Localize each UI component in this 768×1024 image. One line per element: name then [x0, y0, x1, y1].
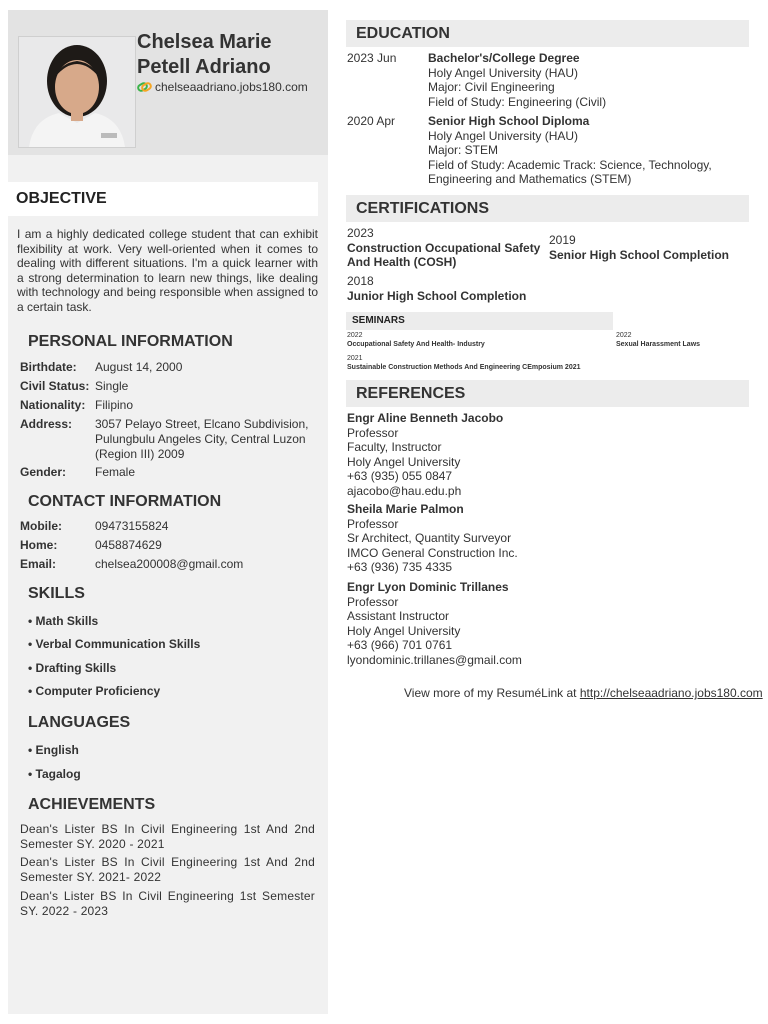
- education-date: 2020 Apr: [347, 114, 396, 128]
- home-label: Home:: [20, 538, 58, 552]
- skill-item: • Verbal Communication Skills: [28, 637, 201, 651]
- birthdate-value: August 14, 2000: [95, 360, 183, 374]
- website-link[interactable]: [137, 80, 308, 94]
- languages-title: LANGUAGES: [28, 714, 131, 731]
- skills-title: SKILLS: [28, 585, 85, 602]
- achievement-item: Dean's Lister BS In Civil Engineering 1st Semester SY. 2022 - 2023: [20, 889, 315, 918]
- reference-name: Sheila Marie Palmon: [347, 502, 464, 516]
- gender-value: Female: [95, 465, 136, 479]
- certifications-title: CERTIFICATIONS: [346, 195, 749, 222]
- address-label: Address:: [20, 417, 73, 431]
- website-text: chelseaadriano.jobs180.com: [155, 80, 308, 94]
- reference-line: Professor: [347, 516, 399, 531]
- objective-title: OBJECTIVE: [8, 182, 318, 216]
- certification-name: Senior High School Completion: [549, 247, 729, 262]
- reference-line[interactable]: ajacobo@hau.edu.ph: [347, 483, 462, 498]
- education-school: Holy Angel University (HAU): [428, 65, 579, 80]
- reference-line: Professor: [347, 425, 399, 440]
- seminars-title: SEMINARS: [346, 312, 613, 330]
- reference-line: Assistant Instructor: [347, 609, 450, 624]
- certification-entry: [347, 226, 542, 270]
- profile-header: [8, 10, 328, 155]
- seminar-name: Sexual Harassment Laws: [616, 341, 701, 348]
- seminar-year: 2021: [347, 355, 363, 362]
- certification-year: 2023: [347, 226, 374, 240]
- nationality-label: Nationality:: [20, 398, 86, 412]
- certification-entry: [347, 274, 542, 303]
- education-major: Major: Civil Engineering: [428, 80, 555, 95]
- resumelink-url[interactable]: http://chelseaadriano.jobs180.com: [579, 686, 763, 700]
- education-school: Holy Angel University (HAU): [428, 128, 579, 143]
- reference-name: Engr Aline Benneth Jacobo: [347, 411, 504, 425]
- reference-line: Holy Angel University: [347, 623, 461, 638]
- seminar-year: 2022: [347, 332, 363, 339]
- reference-line: Sr Architect, Quantity Surveyor: [347, 531, 512, 546]
- education-entry: [428, 51, 748, 109]
- skill-item: • Drafting Skills: [28, 661, 117, 675]
- address-value: 3057 Pelayo Street, Elcano Subdivision, Pulungbulu Angeles City, Central Luzon (Region III) 2009: [95, 417, 309, 461]
- gender-label: Gender:: [20, 465, 67, 479]
- civil-status-label: Civil Status:: [20, 379, 90, 393]
- footer-text: View more of my ResuméLink at: [404, 686, 577, 700]
- profile-photo: [18, 36, 136, 148]
- certification-name: Junior High School Completion: [347, 288, 527, 303]
- language-item: • English: [28, 743, 79, 757]
- achievement-item: Dean's Lister BS In Civil Engineering 1st And 2nd Semester SY. 2020 - 2021: [20, 822, 315, 851]
- reference-line: IMCO General Construction Inc.: [347, 545, 518, 560]
- language-item: • Tagalog: [28, 767, 81, 781]
- reference-line: Faculty, Instructor: [347, 440, 442, 455]
- reference-entry: [347, 502, 518, 575]
- reference-line: Professor: [347, 594, 399, 609]
- seminar-name: Sustainable Construction Methods And Engineering CEmposium 2021: [347, 364, 581, 371]
- email-value[interactable]: chelsea200008@gmail.com: [95, 557, 244, 571]
- chain-link-icon: [137, 81, 152, 93]
- profile-name: [137, 30, 272, 80]
- education-title: EDUCATION: [346, 20, 749, 47]
- certification-name: Construction Occupational Safety And Health (COSH): [347, 240, 541, 270]
- contact-info-title: CONTACT INFORMATION: [28, 493, 222, 510]
- education-major: Major: STEM: [428, 143, 499, 158]
- personal-info-title: PERSONAL INFORMATION: [28, 333, 233, 350]
- references-title: REFERENCES: [346, 380, 749, 407]
- education-degree: Bachelor's/College Degree: [428, 51, 580, 65]
- email-label: Email:: [20, 557, 57, 571]
- mobile-value: 09473155824: [95, 519, 169, 533]
- certification-entry: [549, 233, 749, 262]
- reference-entry: [347, 580, 522, 668]
- name-line-1: Chelsea Marie: [137, 31, 272, 53]
- reference-entry: [347, 411, 503, 499]
- skill-item: • Math Skills: [28, 614, 99, 628]
- reference-line[interactable]: lyondominic.trillanes@gmail.com: [347, 652, 522, 667]
- certification-year: 2018: [347, 274, 374, 288]
- achievement-item: Dean's Lister BS In Civil Engineering 1st And 2nd Semester SY. 2021- 2022: [20, 855, 315, 884]
- reference-line: +63 (935) 055 0847: [347, 469, 453, 484]
- seminar-name: Occupational Safety And Health- Industry: [347, 341, 485, 348]
- education-degree: Senior High School Diploma: [428, 114, 590, 128]
- reference-line: +63 (966) 701 0761: [347, 638, 453, 653]
- civil-status-value: Single: [95, 379, 129, 393]
- footer-resumelink: [404, 686, 763, 700]
- reference-line: Holy Angel University: [347, 454, 461, 469]
- birthdate-label: Birthdate:: [20, 360, 77, 374]
- reference-line: +63 (936) 735 4335: [347, 560, 453, 575]
- name-line-2: Petell Adriano: [137, 56, 271, 78]
- left-sidebar: [8, 10, 328, 1014]
- skill-item: • Computer Proficiency: [28, 684, 161, 698]
- achievements-title: ACHIEVEMENTS: [28, 796, 156, 813]
- nationality-value: Filipino: [95, 398, 134, 412]
- objective-text: I am a highly dedicated college student that can exhibit flexibility at work. Very well-oriented when it comes to dealing with different situations. I'm a quick learner with a strong determination to learn new things, like dealing with technology and being responsible when assigned to a certain task.: [17, 227, 318, 314]
- reference-name: Engr Lyon Dominic Trillanes: [347, 580, 509, 594]
- education-field: Field of Study: Academic Track: Science, Technology, Engineering and Mathematics (STEM): [428, 157, 712, 187]
- education-date: 2023 Jun: [347, 51, 397, 65]
- home-value: 0458874629: [95, 538, 162, 552]
- education-field: Field of Study: Engineering (Civil): [428, 94, 607, 109]
- certification-year: 2019: [549, 233, 576, 247]
- seminar-year: 2022: [616, 332, 632, 339]
- education-entry: [428, 114, 728, 187]
- mobile-label: Mobile:: [20, 519, 62, 533]
